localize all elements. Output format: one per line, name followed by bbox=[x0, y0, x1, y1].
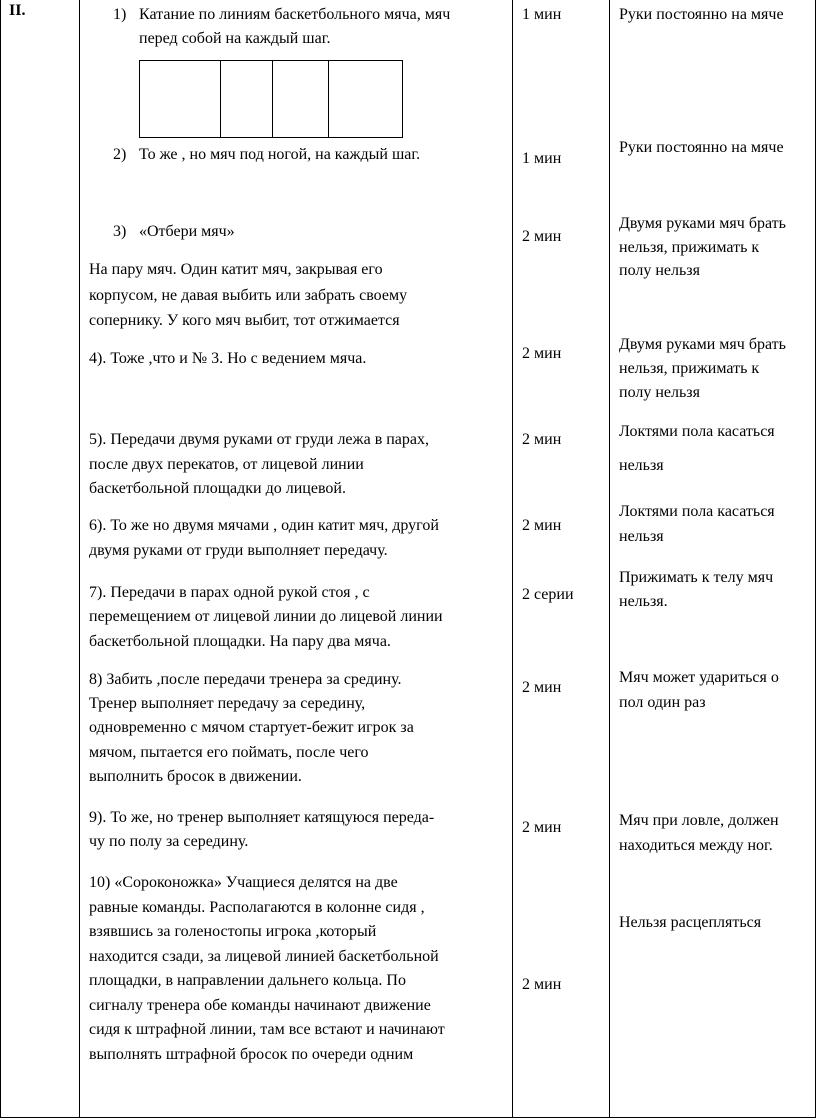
exercise-text: перемещением от лицевой линии до лицевой линии bbox=[89, 608, 443, 625]
exercise-time: 2 мин bbox=[522, 976, 562, 993]
exercise-note: Двумя руками мяч брать bbox=[619, 215, 786, 232]
exercise-text: сидя к штрафной линии, там все встают и начинают bbox=[89, 1021, 445, 1038]
exercise-time: 2 мин bbox=[522, 819, 562, 836]
exercise-note: полу нельзя bbox=[619, 262, 700, 279]
exercise-time: 1 мин bbox=[522, 6, 562, 23]
diagram-line bbox=[328, 61, 329, 137]
exercise-text: мячом, пытается его поймать, после чего bbox=[89, 744, 369, 761]
exercise-text: двумя руками от груди выполняет передачу. bbox=[89, 542, 388, 559]
exercise-text: То же , но мяч под ногой, на каждый шаг. bbox=[139, 146, 421, 163]
exercise-text: баскетбольной площадки. На пару два мяча. bbox=[89, 633, 391, 650]
exercise-note: находиться между ног. bbox=[619, 837, 773, 854]
column-divider bbox=[512, 0, 513, 1118]
item-number: 2) bbox=[113, 146, 127, 163]
item-number: 3) bbox=[113, 223, 127, 240]
exercise-text: 5). Передачи двумя руками от груди лежа в парах, bbox=[89, 431, 430, 448]
exercise-time: 2 мин bbox=[522, 517, 562, 534]
exercise-text: На пару мяч. Один катит мяч, закрывая его bbox=[89, 261, 383, 278]
exercise-text: 10) «Сороконожка» Учащиеся делятся на две bbox=[89, 874, 398, 891]
diagram-line bbox=[220, 61, 221, 137]
exercise-text: находится сзади, за лицевой линией баскетбольной bbox=[89, 948, 439, 965]
exercise-note: нельзя bbox=[619, 528, 664, 545]
exercise-time: 2 мин bbox=[522, 431, 562, 448]
exercise-time: 2 мин bbox=[522, 679, 562, 696]
exercise-note: нельзя bbox=[619, 457, 664, 474]
exercise-note: нельзя. bbox=[619, 593, 668, 610]
exercise-text: чу по полу за середину. bbox=[89, 833, 249, 850]
exercise-text: корпусом, не давая выбить или забрать своему bbox=[89, 287, 408, 304]
item-number: 1) bbox=[113, 6, 127, 23]
exercise-text: Тренер выполняет передачу за середину, bbox=[89, 695, 366, 712]
exercise-text: 6). То же но двумя мячами , один катит мяч, другой bbox=[89, 517, 439, 534]
table-border-left bbox=[0, 0, 1, 1118]
diagram-line bbox=[272, 61, 273, 137]
exercise-note: Прижимать к телу мяч bbox=[619, 569, 774, 586]
exercise-text: «Отбери мяч» bbox=[139, 223, 235, 240]
exercise-note: Мяч при ловле, должен bbox=[619, 812, 779, 829]
exercise-text: 4). Тоже ,что и № 3. Но с ведением мяча. bbox=[89, 350, 367, 367]
court-lines-diagram bbox=[139, 60, 403, 138]
table-border-bottom bbox=[0, 1117, 816, 1118]
exercise-text: сопернику. У кого мяч выбит, тот отжимается bbox=[89, 312, 400, 329]
exercise-text: после двух перекатов, от лицевой линии bbox=[89, 456, 364, 473]
column-divider bbox=[79, 0, 80, 1118]
exercise-text: взявшись за голеностопы игрока ,который bbox=[89, 923, 377, 940]
exercise-text: перед собой на каждый шаг. bbox=[139, 30, 331, 47]
exercise-text: Катание по линиям баскетбольного мяча, мяч bbox=[139, 6, 451, 23]
exercise-time: 2 серии bbox=[522, 586, 574, 603]
section-number: II. bbox=[9, 2, 26, 19]
exercise-text: 8) Забить ,после передачи тренера за средину. bbox=[89, 671, 402, 688]
column-divider bbox=[609, 0, 610, 1118]
exercise-text: баскетбольной площадки до лицевой. bbox=[89, 480, 346, 497]
exercise-text: выполнять штрафной бросок по очереди одним bbox=[89, 1046, 414, 1063]
exercise-text: сигналу тренера обе команды начинают движение bbox=[89, 997, 431, 1014]
exercise-note: нельзя, прижимать к bbox=[619, 239, 760, 256]
exercise-note: полу нельзя bbox=[619, 384, 700, 401]
exercise-text: выполнить бросок в движении. bbox=[89, 768, 302, 785]
exercise-text: 9). То же, но тренер выполняет катящуюся переда- bbox=[89, 809, 435, 826]
exercise-time: 2 мин bbox=[522, 228, 562, 245]
exercise-time: 1 мин bbox=[522, 150, 562, 167]
exercise-note: нельзя, прижимать к bbox=[619, 360, 760, 377]
exercise-note: пол один раз bbox=[619, 694, 706, 711]
exercise-note: Руки постоянно на мяче bbox=[619, 6, 784, 23]
exercise-note: Мяч может удариться о bbox=[619, 669, 779, 686]
exercise-text: площадки, в направлении дальнего кольца. По bbox=[89, 972, 406, 989]
exercise-text: одновременно с мячом стартует-бежит игрок за bbox=[89, 719, 414, 736]
exercise-time: 2 мин bbox=[522, 345, 562, 362]
exercise-note: Нельзя расцепляться bbox=[619, 914, 762, 931]
exercise-note: Локтями пола касаться bbox=[619, 423, 775, 440]
exercise-text: равные команды. Располагаются в колонне сидя , bbox=[89, 899, 425, 916]
exercise-text: 7). Передачи в парах одной рукой стоя , с bbox=[89, 584, 370, 601]
exercise-note: Локтями пола касаться bbox=[619, 503, 775, 520]
exercise-note: Двумя руками мяч брать bbox=[619, 336, 786, 353]
exercise-note: Руки постоянно на мяче bbox=[619, 139, 784, 156]
